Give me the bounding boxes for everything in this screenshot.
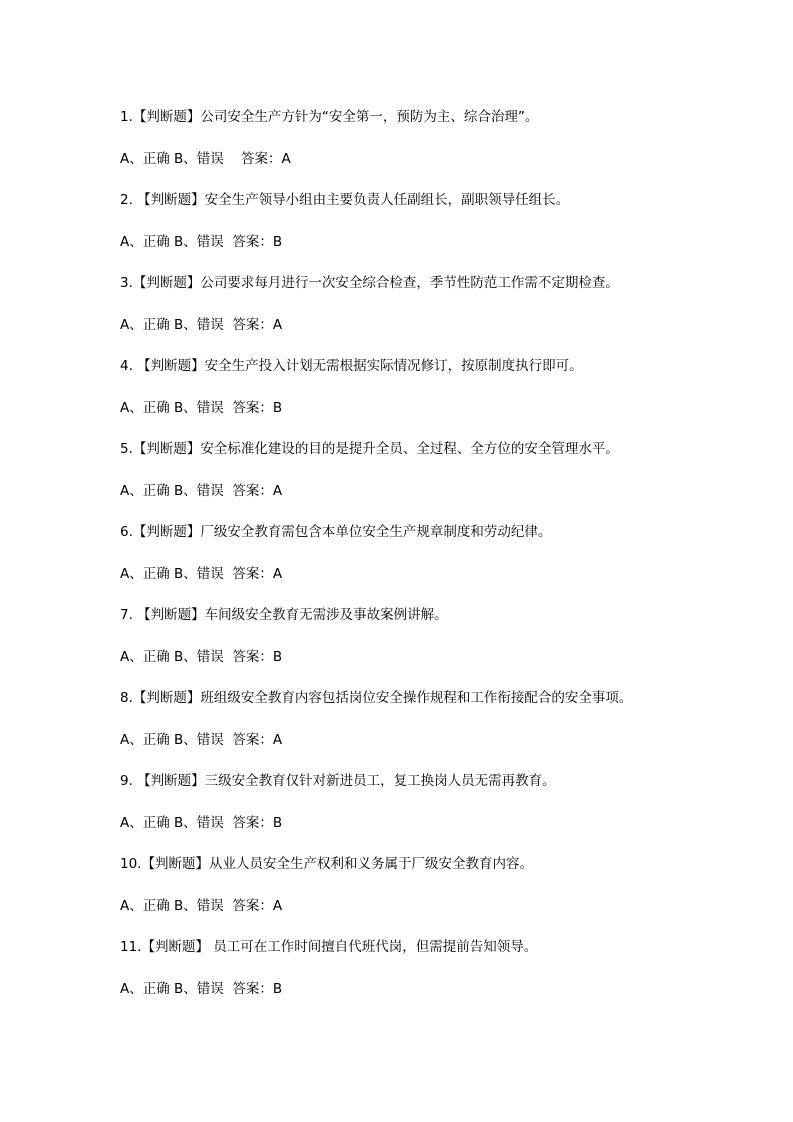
question-7 bbox=[120, 602, 680, 671]
question-5 bbox=[120, 436, 680, 505]
question-9-text: 9. 【判断题】三级安全教育仅针对新进员工，复工换岗人员无需再教育。 bbox=[120, 773, 556, 789]
question-11 bbox=[120, 934, 680, 1003]
question-10 bbox=[120, 851, 680, 920]
question-6 bbox=[120, 519, 680, 588]
question-11-text: 11.【判断题】 员工可在工作时间擅自代班代岗，但需提前告知领导。 bbox=[120, 939, 538, 955]
question-3 bbox=[120, 270, 680, 339]
question-1-answer: A、正确 B、错误 答案：A bbox=[120, 150, 291, 167]
question-1 bbox=[120, 104, 680, 173]
question-7-text: 7. 【判断题】车间级安全教育无需涉及事故案例讲解。 bbox=[120, 607, 448, 623]
question-2 bbox=[120, 187, 680, 256]
question-9 bbox=[120, 768, 680, 837]
question-2-answer: A、正确 B、错误 答案：B bbox=[120, 233, 283, 250]
question-2-text: 2. 【判断题】安全生产领导小组由主要负责人任副组长，副职领导任组长。 bbox=[120, 192, 570, 208]
question-11-answer: A、正确 B、错误 答案：B bbox=[120, 980, 283, 997]
question-7-answer: A、正确 B、错误 答案：B bbox=[120, 648, 283, 665]
question-4-answer: A、正确 B、错误 答案：B bbox=[120, 399, 283, 416]
question-8-text: 8.【判断题】班组级安全教育内容包括岗位安全操作规程和工作衔接配合的安全事项。 bbox=[120, 690, 633, 706]
question-4-text: 4. 【判断题】安全生产投入计划无需根据实际情况修订，按原制度执行即可。 bbox=[120, 358, 583, 374]
question-list bbox=[120, 104, 680, 1017]
question-9-answer: A、正确 B、错误 答案：B bbox=[120, 814, 283, 831]
question-8-answer: A、正确 B、错误 答案：A bbox=[120, 731, 283, 748]
question-8 bbox=[120, 685, 680, 754]
question-10-answer: A、正确 B、错误 答案：A bbox=[120, 897, 283, 914]
question-10-text: 10.【判断题】从业人员安全生产权利和义务属于厂级安全教育内容。 bbox=[120, 856, 533, 872]
question-5-answer: A、正确 B、错误 答案：A bbox=[120, 482, 283, 499]
question-3-answer: A、正确 B、错误 答案：A bbox=[120, 316, 283, 333]
question-3-text: 3.【判断题】公司要求每月进行一次安全综合检查，季节性防范工作需不定期检查。 bbox=[120, 275, 619, 291]
question-4 bbox=[120, 353, 680, 422]
question-6-answer: A、正确 B、错误 答案：A bbox=[120, 565, 283, 582]
question-6-text: 6.【判断题】厂级安全教育需包含本单位安全生产规章制度和劳动纪律。 bbox=[120, 524, 552, 540]
question-5-text: 5.【判断题】安全标准化建设的目的是提升全员、全过程、全方位的安全管理水平。 bbox=[120, 441, 619, 457]
question-1-text: 1.【判断题】公司安全生产方针为“安全第一，预防为主、综合治理”。 bbox=[120, 109, 539, 125]
